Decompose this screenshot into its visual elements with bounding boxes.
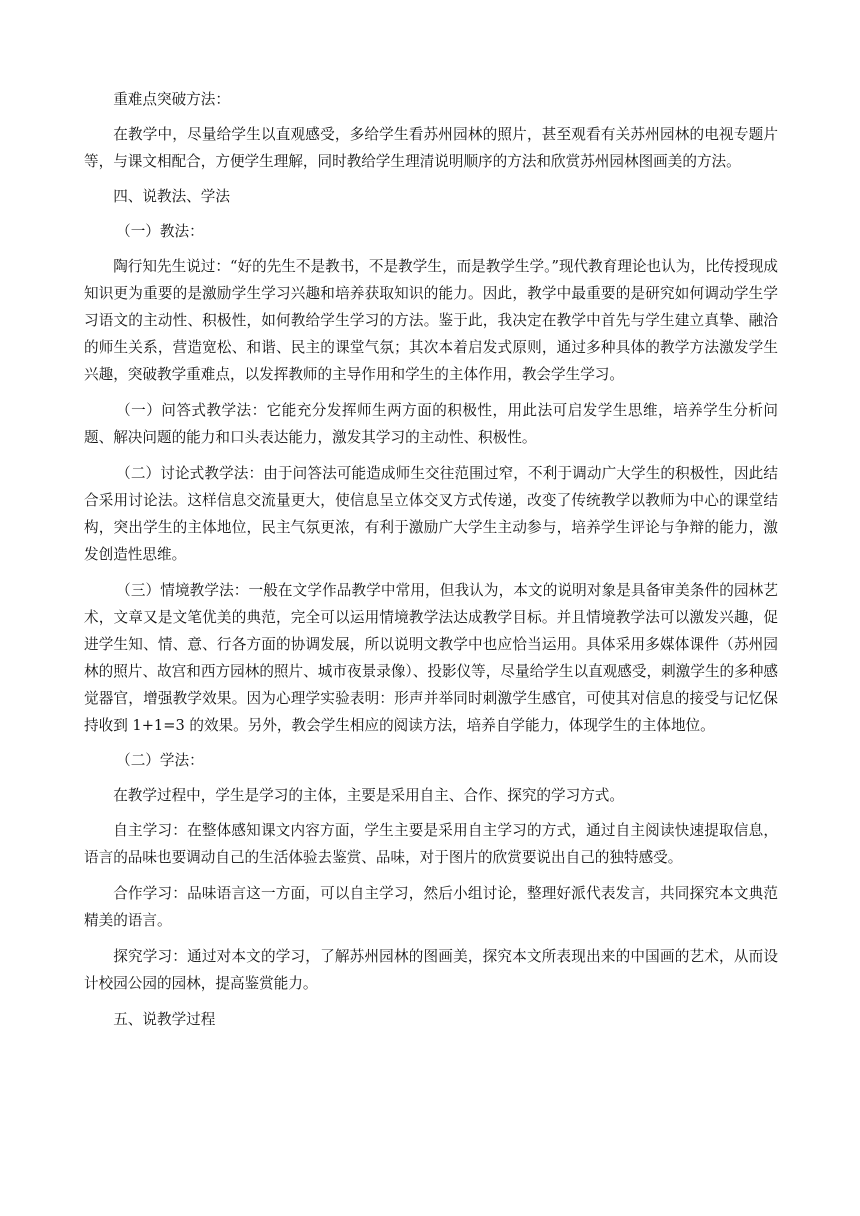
document-body [84, 86, 778, 1033]
heading-difficulty-methods: 重难点突破方法： [113, 91, 230, 108]
paragraph-teaching-method: 陶行知先生说过：“好的先生不是教书，不是教学生，而是教学生学。”现代教育理论也认为，比传授现成知识更为重要的是激励学生学习兴趣和培养获取知识的能力。因此，教学中最重要的是研究如何调动学生学习语文的主动性、积极性，如何教给学生学习的方法。鉴于此，我决定在教学中首先与学生建立真挚、融洽的师生关系，营造宽松、和谐、民主的课堂气氛；其次本着启发式原则，通过多种具体的教学方法激发学生兴趣，突破教学重难点，以发挥教师的主导作用和学生的主体作用，教会学生学习。 [84, 258, 778, 383]
paragraph-self-study: 自主学习：在整体感知课文内容方面，学生主要是采用自主学习的方式，通过自主阅读快速提取信息，语言的品味也要调动自己的生活体验去鉴赏、品味，对于图片的欣赏要说出自己的独特感受。 [84, 822, 778, 866]
paragraph-discussion-method: （二）讨论式教学法：由于问答法可能造成师生交往范围过窄，不利于调动广大学生的积极性，因此结合采用讨论法。这样信息交流量更大，使信息呈立体交叉方式传递，改变了传统教学以教师为中心的课堂结构，突出学生的主体地位，民主气氛更浓，有利于激励广大学生主动参与，培养学生评论与争辩的能力，激发创造性思维。 [84, 465, 778, 563]
heading-learning-method: （二）学法： [116, 752, 204, 769]
paragraph-learning-process: 在教学过程中，学生是学习的主体，主要是采用自主、合作、探究的学习方式。 [113, 787, 624, 804]
paragraph-qa-method: （一）问答式教学法：它能充分发挥师生两方面的积极性，用此法可启发学生思维，培养学生分析问题、解决问题的能力和口头表达能力，激发其学习的主动性、积极性。 [84, 402, 778, 446]
paragraph-inquiry-study: 探究学习：通过对本文的学习，了解苏州园林的图画美，探究本文所表现出来的中国画的艺术，从而设计校园公园的园林，提高鉴赏能力。 [84, 948, 778, 992]
paragraph-situational-method: （三）情境教学法：一般在文学作品教学中常用，但我认为，本文的说明对象是具备审美条件的园林艺术，文章又是文笔优美的典范，完全可以运用情境教学法达成教学目标。并且情境教学法可以激发兴趣，促进学生知、情、意、行各方面的协调发展，所以说明文教学中也应恰当运用。具体采用多媒体课件（苏州园林的照片、故宫和西方园林的照片、城市夜景录像）、投影仪等，尽量给学生以直观感受，刺激学生的多种感觉器官，增强教学效果。因为心理学实验表明：形声并举同时刺激学生感官，可使其对信息的接受与记忆保持收到 1+1=3 的效果。另外，教会学生相应的阅读方法，培养自学能力，体现学生的主体地位。 [84, 582, 778, 734]
heading-teaching-learning-methods: 四、说教法、学法 [113, 188, 230, 205]
paragraph-cooperative-study: 合作学习：品味语言这一方面，可以自主学习，然后小组讨论，整理好派代表发言，共同探究本文典范精美的语言。 [84, 885, 778, 929]
heading-teaching-method: （一）教法： [116, 223, 204, 240]
paragraph-difficulty-approach: 在教学中，尽量给学生以直观感受，多给学生看苏州园林的照片，甚至观看有关苏州园林的电视专题片等，与课文相配合，方便学生理解，同时教给学生理清说明顺序的方法和欣赏苏州园林图画美的方法。 [84, 126, 778, 170]
heading-teaching-process: 五、说教学过程 [113, 1011, 216, 1028]
